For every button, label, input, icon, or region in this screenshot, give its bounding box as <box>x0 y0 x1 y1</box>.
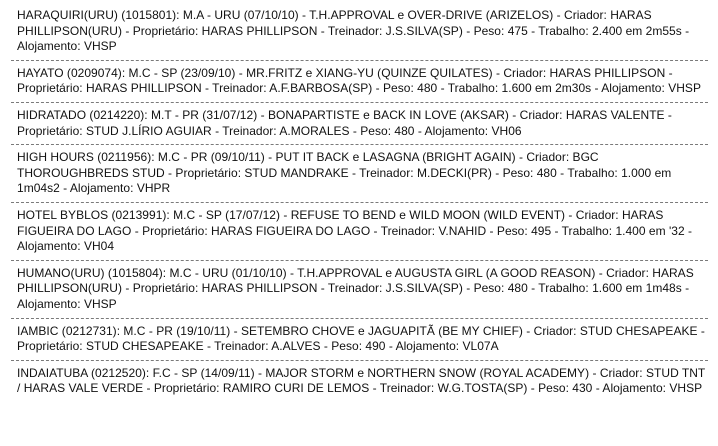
list-item <box>11 103 708 145</box>
entry-text: INDAIATUBA (0212520): F.C - SP (14/09/11) - MAJOR STORM e NORTHERN SNOW (ROYAL ACADEMY) - Criador: STUD TNT / HARAS VALE VERDE - Proprietário: RAMIRO CURI DE LEMOS - Treinador: W.G.TOSTA(SP) - Peso: 430 - Alojamento: VHSP <box>17 365 706 396</box>
list-item <box>11 319 708 361</box>
entry-text: HOTEL BYBLOS (0213991): M.C - SP (17/07/12) - REFUSE TO BEND e WILD MOON (WILD EVENT) - Criador: HARAS FIGUEIRA DO LAGO - Proprietário: HARAS FIGUEIRA DO LAGO - Treinador: V.NAHID - Peso: 495 - Trabalho: 1.400 em '32 - Alojamento: VH04 <box>17 207 693 254</box>
list-item <box>11 4 708 61</box>
entry-text: IAMBIC (0212731): M.C - PR (19/10/11) - SETEMBRO CHOVE e JAGUAPITÃ (BE MY CHIEF) - Criador: STUD CHESAPEAKE - Proprietário: STUD CHESAPEAKE - Treinador: A.ALVES - Peso: 490 - Alojamento: VL07A <box>17 323 705 354</box>
entry-text: HIGH HOURS (0211956): M.C - PR (09/10/11) - PUT IT BACK e LASAGNA (BRIGHT AGAIN) - Criador: BGC THOROUGHBREDS STUD - Proprietário: STUD MANDRAKE - Treinador: M.DECKI(PR) - Peso: 480 - Trabalho: 1.000 em 1m04s2 - Alojamento: VHPR <box>17 150 672 196</box>
entry-text: HUMANO(URU) (1015804): M.C - URU (01/10/10) - T.H.APPROVAL e AUGUSTA GIRL (A GOOD REASON) - Criador: HARAS PHILLIPSON(URU) - Proprietário: HARAS PHILLIPSON - Treinador: J.S.SILVA(SP) - Peso: 480 - Trabalho: 1.600 em 1m48s - Alojamento: VHSP <box>17 265 694 311</box>
horse-entry-list <box>11 4 708 402</box>
list-item <box>11 261 708 319</box>
entry-text: HARAQUIRI(URU) (1015801): M.A - URU (07/10/10) - T.H.APPROVAL e OVER-DRIVE (ARIZELOS) - Criador: HARAS PHILLIPSON(URU) - Proprietário: HARAS PHILLIPSON - Treinador: J.S.SILVA(SP) - Peso: 475 - Trabalho: 2.400 em 2m55s - Alojamento: VHSP <box>17 8 690 54</box>
entry-text: HIDRATADO (0214220): M.T - PR (31/07/12) - BONAPARTISTE e BACK IN LOVE (AKSAR) - Criador: HARAS VALENTE - Proprietário: STUD J.LÍRIO AGUIAR - Treinador: A.MORALES - Peso: 480 - Alojamento: VH06 <box>17 107 672 138</box>
entry-text: HAYATO (0209074): M.C - SP (23/09/10) - MR.FRITZ e XIANG-YU (QUINZE QUILATES) - Criador: HARAS PHILLIPSON - Proprietário: HARAS PHILLIPSON - Treinador: A.F.BARBOSA(SP) - Peso: 480 - Trabalho: 1.600 em 2m30s - Alojamento: VHSP <box>17 65 701 96</box>
list-item <box>11 203 708 261</box>
list-item <box>11 61 708 103</box>
list-item <box>11 145 708 203</box>
list-item <box>11 361 708 402</box>
